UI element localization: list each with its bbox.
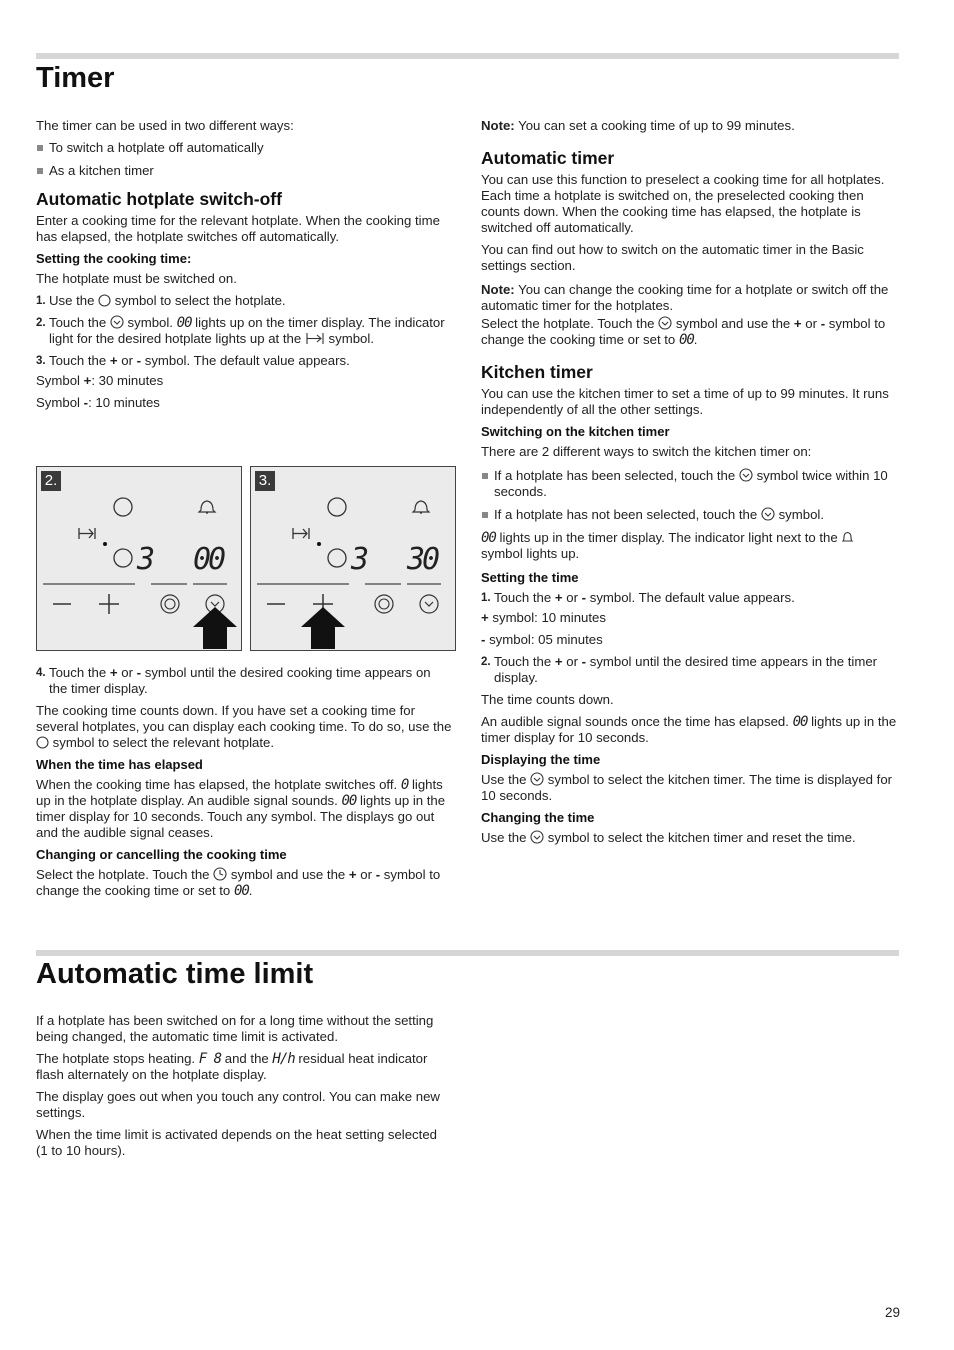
- step-number: 2.: [36, 317, 46, 329]
- minus-symbol: -: [136, 353, 142, 368]
- right-column: [481, 118, 899, 852]
- lcd-digits: H/h: [272, 1051, 295, 1067]
- elapsed-text: When the cooking time has elapsed, the hotplate switches off. 0 lights up in the hotplate display. An audible signal sounds. 00 lights up in the timer display for 10 seconds. Touch any symbol. The displays go out and the audible signal ceases.: [36, 777, 446, 840]
- list-item: As a kitchen timer: [36, 163, 452, 179]
- counts-down-text: The time counts down.: [481, 692, 614, 707]
- timer-digits: 00: [193, 542, 224, 577]
- list-item: If a hotplate has been selected, touch the symbol twice within 10 seconds.: [481, 468, 899, 500]
- heading-kitchen-timer: Kitchen timer: [481, 362, 593, 382]
- hotplate-digit: 3: [351, 542, 370, 577]
- timer-intro: The timer can be used in two different ways:: [36, 118, 294, 133]
- figure-label: 2.: [41, 471, 61, 491]
- step-4: 4. Touch the + or - symbol until the desired cooking time appears on the timer display.: [36, 665, 431, 696]
- auto-timer-note: Note: You can change the cooking time for a hotplate or switch off the automatic timer for the hotplates.: [481, 282, 889, 313]
- auto-switchoff-text: Enter a cooking time for the relevant hotplate. When the cooking time has elapsed, the hotplate switches off automatically.: [36, 213, 440, 244]
- hotplate-digit: 3: [137, 542, 156, 577]
- limit-column: [36, 1013, 452, 1165]
- heading-changing-time: Changing the time: [481, 810, 595, 825]
- step-number: 1.: [36, 295, 46, 307]
- timer-clock-icon: [658, 316, 672, 330]
- note-max-time: Note: You can set a cooking time of up to 99 minutes.: [481, 118, 795, 133]
- plus-symbol: +: [109, 665, 118, 680]
- lcd-digits: 00: [481, 530, 496, 546]
- limit-p4: When the time limit is activated depends on the heat setting selected (1 to 10 hours).: [36, 1127, 437, 1158]
- left-column: [36, 118, 452, 417]
- figure-label: 3.: [255, 471, 275, 491]
- page-title-timer: Timer: [36, 62, 115, 94]
- lcd-digits: 0: [400, 777, 409, 793]
- timer-clock-icon: [739, 468, 753, 482]
- heading-displaying-time: Displaying the time: [481, 752, 601, 767]
- kitchen-step-2: 2. Touch the + or - symbol until the desired time appears in the timer display.: [481, 654, 878, 685]
- step-3: 3. Touch the + or - symbol. The default value appears.: [36, 353, 350, 368]
- timer-clock-icon: [761, 507, 775, 521]
- heading-change-cancel: Changing or cancelling the cooking time: [36, 847, 287, 862]
- lcd-digits: F 8: [198, 1051, 222, 1067]
- page-title-time-limit: Automatic time limit: [36, 958, 314, 990]
- lcd-digits: 00: [678, 332, 694, 348]
- heading-time-elapsed: When the time has elapsed: [36, 757, 203, 772]
- symbol-minus-default: Symbol -: 10 minutes: [36, 395, 160, 410]
- kitchen-step-1: 1. Touch the + or - symbol. The default value appears.: [481, 590, 795, 605]
- timer-clock-icon: [110, 315, 124, 329]
- kitchen-lights-text: 00 lights up in the timer display. The indicator light next to the symbol lights up.: [481, 530, 899, 562]
- step-1: 1. Use the symbol to select the hotplate.: [36, 293, 286, 308]
- heading-setting-cooking-time: Setting the cooking time:: [36, 251, 192, 266]
- heading-switch-on-kitchen: Switching on the kitchen timer: [481, 424, 670, 439]
- limit-p3: The display goes out when you touch any control. You can make new settings.: [36, 1089, 440, 1120]
- control-panel-illustration: [251, 467, 455, 650]
- minus-symbol: -: [136, 665, 142, 680]
- heading-automatic-timer: Automatic timer: [481, 148, 615, 168]
- timer-indicator-icon: [305, 332, 325, 345]
- lcd-digits: 00: [233, 883, 249, 899]
- step-number: 1.: [481, 592, 491, 604]
- audible-text: An audible signal sounds once the time has elapsed. 00 lights up in the timer display for 10 seconds.: [481, 714, 897, 745]
- plus-symbol: +: [109, 353, 118, 368]
- change-cancel-text: Select the hotplate. Touch the symbol and use the + or - symbol to change the cooking time or set to 00.: [36, 867, 441, 899]
- symbol-plus-default: Symbol +: 30 minutes: [36, 373, 164, 388]
- figure-panel-step-3: [250, 466, 456, 651]
- clock-icon: [213, 867, 227, 881]
- kitchen-minus-default: - symbol: 05 minutes: [481, 632, 603, 647]
- displaying-text: Use the symbol to select the kitchen timer. The time is displayed for 10 seconds.: [481, 772, 893, 803]
- control-panel-illustration: [37, 467, 241, 650]
- step-number: 3.: [36, 355, 46, 367]
- timer-digits: 30: [407, 542, 438, 577]
- section-rule-limit: [36, 950, 899, 956]
- kitchen-p1: You can use the kitchen timer to set a time of up to 99 minutes. It runs independently of all the other settings.: [481, 386, 889, 417]
- hotplate-circle-icon: [98, 294, 111, 307]
- timer-clock-icon: [530, 830, 544, 844]
- switch-ways-list: [481, 468, 899, 523]
- limit-p2: The hotplate stops heating. F 8 and the H/h residual heat indicator flash alternately on the hotplate display.: [36, 1051, 428, 1082]
- step-number: 4.: [36, 667, 46, 679]
- auto-timer-p1: You can use this function to preselect a cooking time for all hotplates. Each time a hotplate is switched on, the preselected cooking then counts down. When the cooking time has elapsed, the hotplate is switched off automatically.: [481, 172, 885, 235]
- limit-p1: If a hotplate has been switched on for a long time without the setting being changed, the automatic time limit is activated.: [36, 1013, 434, 1044]
- step-number: 2.: [481, 656, 491, 668]
- timer-uses-list: [36, 140, 452, 179]
- page-number: 29: [884, 1305, 900, 1320]
- section-rule-top: [36, 53, 899, 59]
- bell-icon: [841, 531, 854, 544]
- heading-setting-time: Setting the time: [481, 570, 579, 585]
- must-be-on-text: The hotplate must be switched on.: [36, 271, 237, 286]
- kitchen-plus-default: + symbol: 10 minutes: [481, 610, 606, 625]
- lcd-digits: 00: [176, 315, 192, 331]
- changing-text: Use the symbol to select the kitchen timer and reset the time.: [481, 830, 856, 845]
- list-item: If a hotplate has not been selected, touch the symbol.: [481, 507, 899, 523]
- step-2: 2. Touch the symbol. 00 lights up on the timer display. The indicator light for the desired hotplate lights up at the symbol.: [36, 315, 445, 346]
- countdown-text: The cooking time counts down. If you have set a cooking time for several hotplates, you can display each cooking time. To do so, use the symbol to select the relevant hotplate.: [36, 703, 452, 750]
- hotplate-circle-icon: [36, 736, 49, 749]
- heading-auto-switchoff: Automatic hotplate switch-off: [36, 189, 282, 209]
- timer-clock-icon: [530, 772, 544, 786]
- figure-panel-step-2: [36, 466, 242, 651]
- auto-timer-select: Select the hotplate. Touch the symbol and use the + or - symbol to change the cooking time or set to 00.: [481, 316, 886, 348]
- switch-intro: There are 2 different ways to switch the kitchen timer on:: [481, 444, 812, 459]
- left-column-lower: [36, 665, 452, 905]
- lcd-digits: 00: [341, 793, 357, 809]
- lcd-digits: 00: [792, 714, 808, 730]
- auto-timer-p2: You can find out how to switch on the automatic timer in the Basic settings section.: [481, 242, 864, 273]
- list-item: To switch a hotplate off automatically: [36, 140, 452, 156]
